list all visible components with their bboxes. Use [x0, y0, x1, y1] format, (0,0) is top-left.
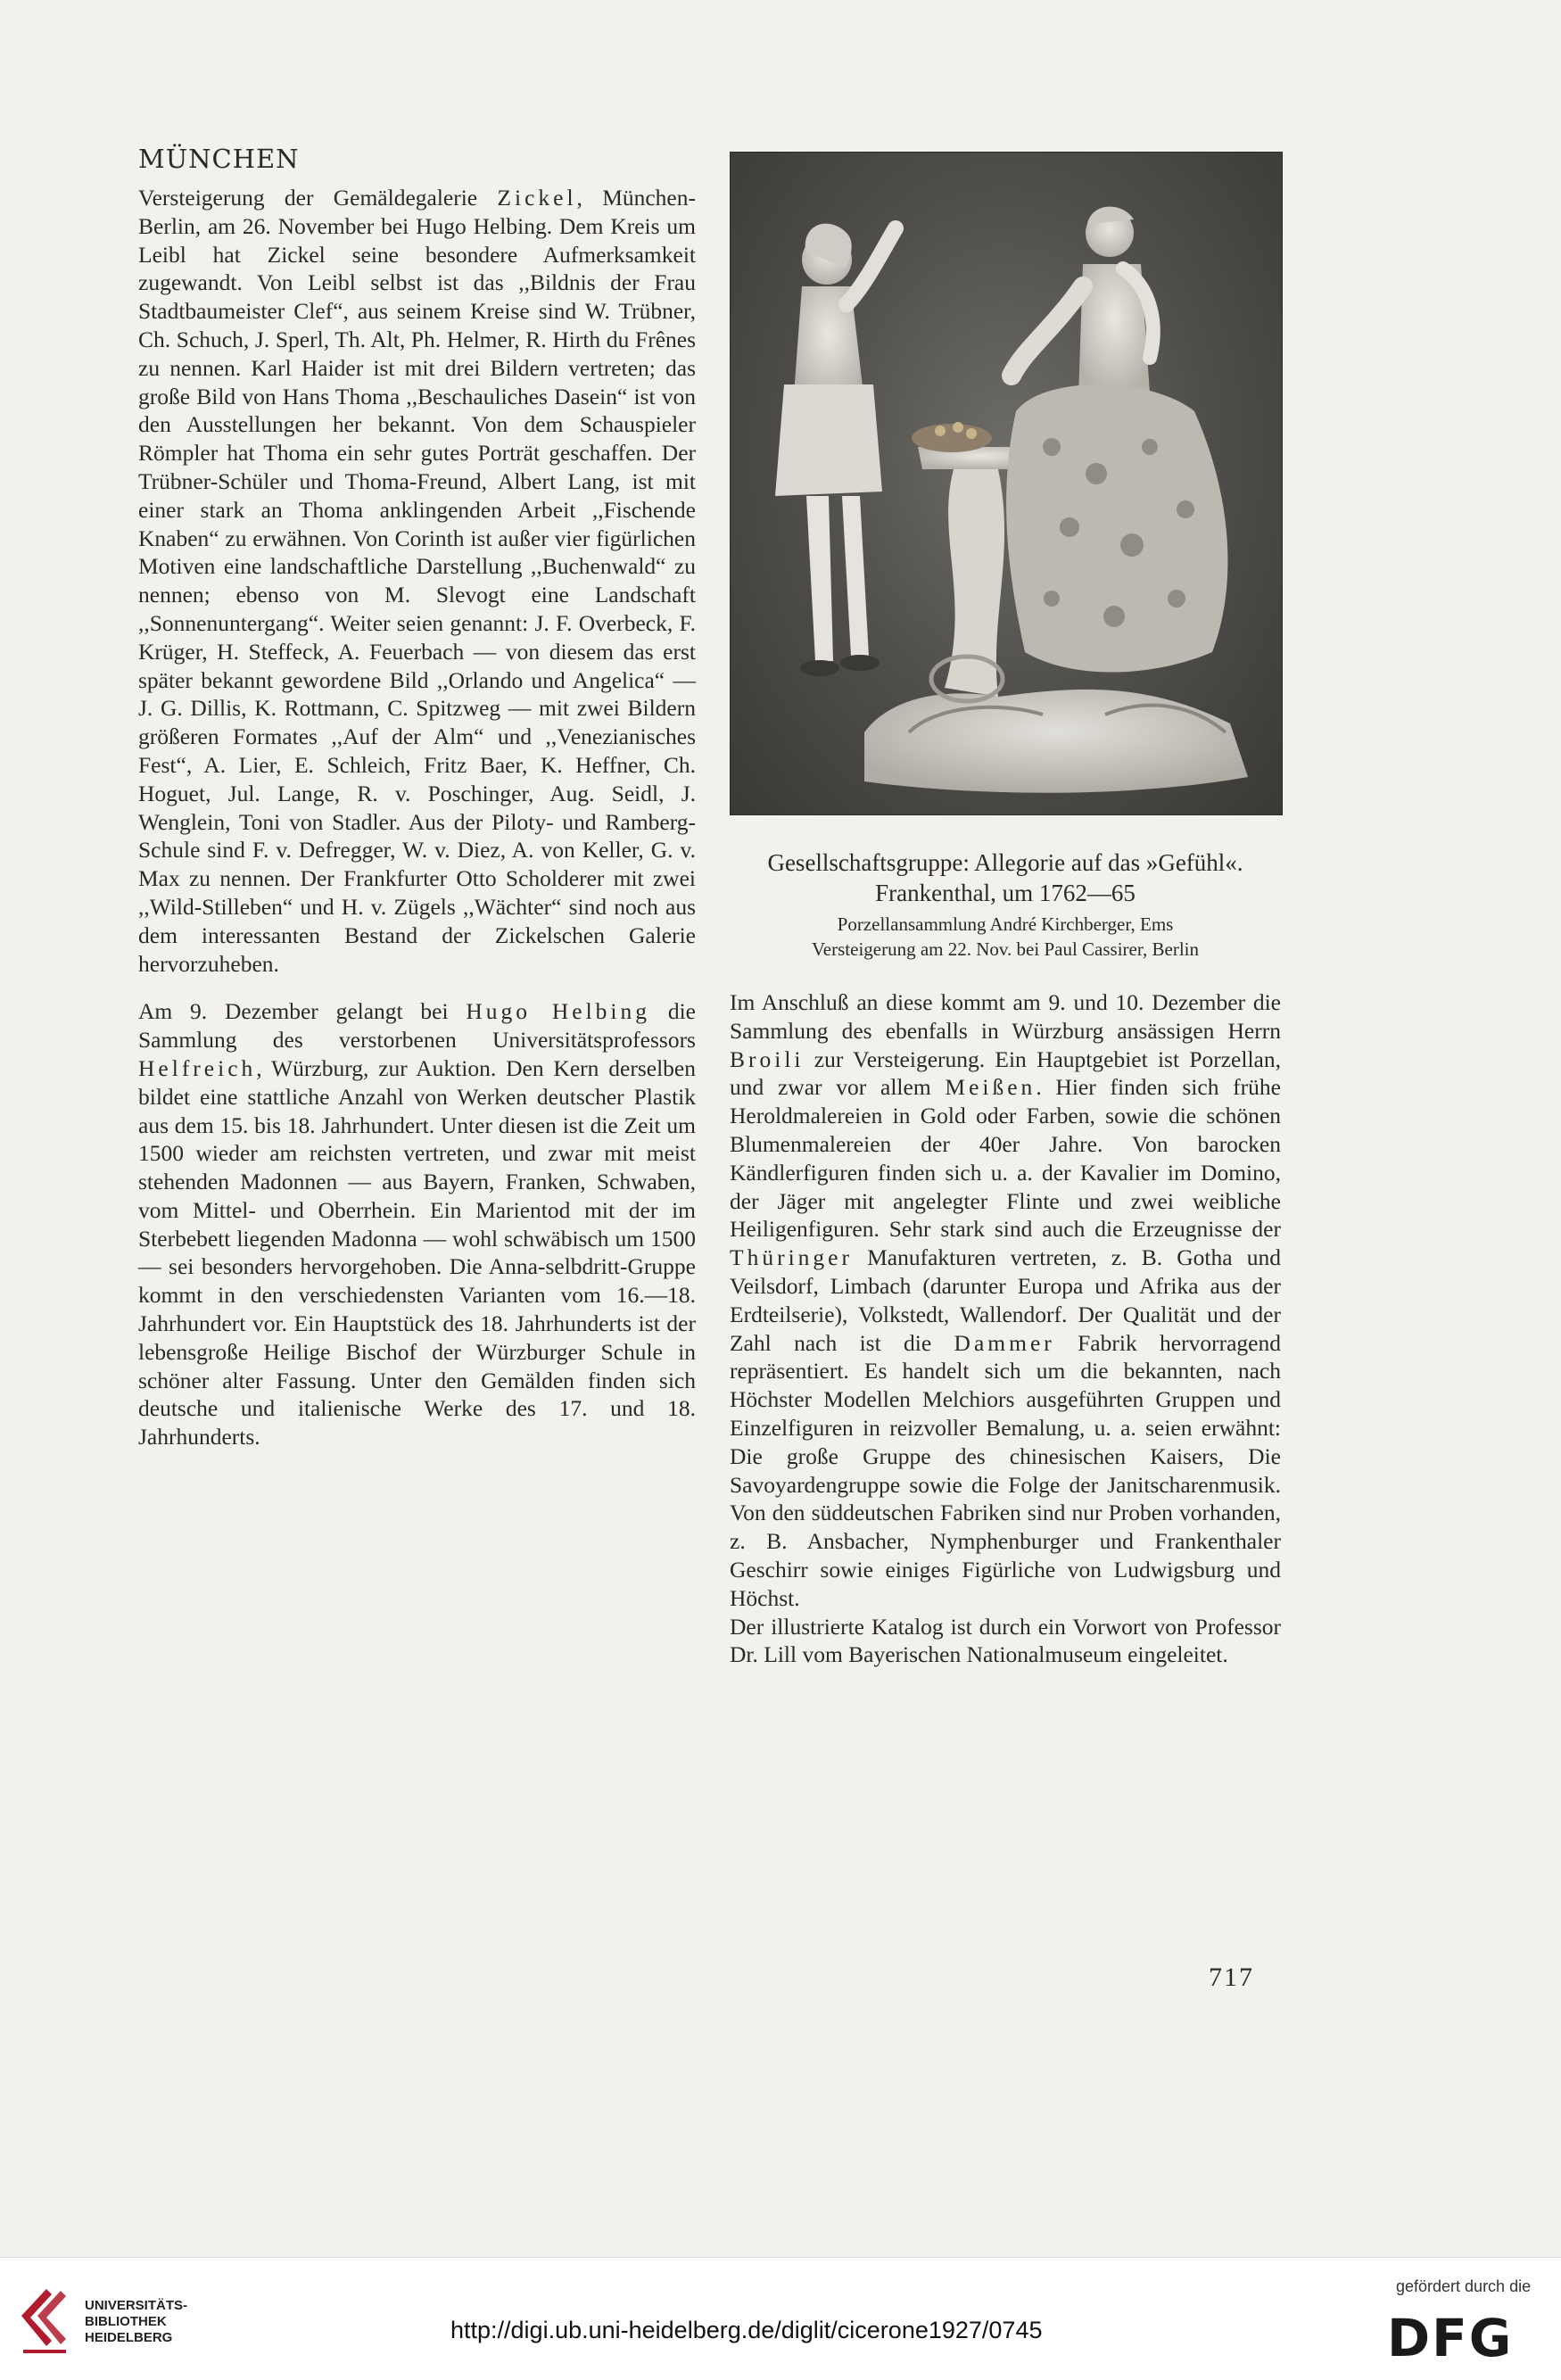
figure-caption-collection: Porzellansammlung André Kirchberger, Ems: [837, 913, 1174, 935]
left-column: [138, 143, 696, 1451]
emphasis-zickel: Zickel: [497, 185, 577, 211]
emphasis-helbing: Hugo Helbing: [466, 998, 651, 1025]
library-name: UNIVERSITÄTS- BIBLIOTHEK HEIDELBERG: [85, 2298, 188, 2345]
figure-caption-auction: Versteigerung am 22. Nov. bei Paul Cassirer, Berlin: [811, 938, 1200, 960]
digitization-footer: [0, 2257, 1561, 2380]
article-paragraph-helfreich: Am 9. Dezember gelangt bei Hugo Helbing die Sammlung des verstorbenen Universitätsprofessors Helfreich, Würzburg, zur Auktion. Den Kern derselben bildet eine stattliche Anzahl von Werken deutscher Plastik aus dem 15. bis 18. Jahrhundert. Unter diesen ist die Zeit um 1500 wieder am reichsten vertreten, und zwar mit meist stehenden Madonnen — aus Bayern, Franken, Schwaben, vom Mittel- und Oberrhein. Ein Marientod mit der im Sterbebett liegenden Madonna — wohl schwäbisch um 1500 — sei besonders hervorgehoben. Die Anna-selbdritt-Gruppe kommt in den verschiedensten Varianten vom 16.—18. Jahrhundert vor. Ein Hauptstück des 18. Jahrhunderts ist der lebensgroße Heilige Bischof der Würzburger Schule in schöner alter Fassung. Unter den Gemälden finden sich deutsche und italienische Werke des 17. und 18. Jahrhunderts.: [138, 998, 696, 1450]
funder-text: gefördert durch die: [1396, 2277, 1532, 2295]
article-paragraph-katalog: Der illustrierte Katalog ist durch ein Vorwort von Professor Dr. Lill vom Bayerischen Nationalmuseum eingeleitet.: [730, 1613, 1281, 1668]
university-library-logo-icon: [16, 2280, 73, 2357]
page-number: 717: [1209, 1963, 1254, 1992]
figure-caption-title: Gesellschaftsgruppe: Allegorie auf das »Gefühl«. Frankenthal, um 1762—65: [767, 849, 1243, 906]
emphasis-dammer: Dammer: [954, 1329, 1055, 1356]
emphasis-broili: Broili: [730, 1045, 805, 1072]
dfg-logo: DFG: [1387, 2308, 1514, 2368]
porcelain-figure-photo: [730, 152, 1283, 815]
porcelain-group-illustration: [731, 153, 1282, 814]
permalink-url[interactable]: http://digi.ub.uni-heidelberg.de/diglit/cicerone1927/0745: [450, 2317, 1043, 2343]
right-column: [730, 847, 1281, 1669]
emphasis-helfreich: Helfreich: [138, 1054, 257, 1081]
emphasis-thueringer: Thüringer: [730, 1244, 853, 1271]
article-paragraph-broili: Im Anschluß an diese kommt am 9. und 10. Dezember die Sammlung des ebenfalls in Würzburg ansässigen Herrn Broili zur Versteigerung. Ein Hauptgebiet ist Porzellan, und zwar vor allem Meißen. Hier finden sich frühe Heroldmalereien in Gold oder Farben, sowie die schönen Blumenmalereien der 40er Jahre. Von barocken Kändlerfiguren finden sich u. a. der Kavalier im Domino, der Jäger mit angelegter Flinte und zwei weibliche Heiligenfiguren. Sehr stark sind auch die Erzeugnisse der Thüringer Manufakturen vertreten, z. B. Gotha und Veilsdorf, Limbach (darunter Europa und Afrika aus der Erdteilserie), Volkstedt, Wallendorf. Der Qualität und der Zahl nach ist die Dammer Fabrik hervorragend repräsentiert. Es handelt sich um die bekannten, nach Höchster Modellen Melchiors ausgeführten Gruppen und Einzelfiguren in reizvoller Bemalung, u. a. seien erwähnt: Die große Gruppe des chinesischen Kaisers, Die Savoyardengruppe sowie die Folge der Janitscharenmusik. Von den süddeutschen Fabriken sind nur Proben vorhanden, z. B. Ansbacher, Nymphenburger und Frankenthaler Geschirr sowie einiges Figürliche von Ludwigsburg und Höchst.: [730, 989, 1281, 1611]
article-paragraph-zickel: Versteigerung der Gemäldegalerie Zickel, München-Berlin, am 26. November bei Hugo Helbing. Dem Kreis um Leibl hat Zickel seine besondere Aufmerksamkeit zugewandt. Von Leibl selbst ist das ,,Bildnis der Frau Stadtbaumeister Clef“, aus seinem Kreise sind W. Trübner, Ch. Schuch, J. Sperl, Th. Alt, Ph. Helmer, R. Hirth du Frênes zu nennen. Karl Haider ist mit drei Bildern vertreten; das große Bild von Hans Thoma ,,Beschauliches Dasein“ ist von den Ausstellungen her bekannt. Von dem Schauspieler Römpler hat Thoma ein sehr gutes Porträt geschaffen. Der Trübner-Schüler und Thoma-Freund, Albert Lang, ist mit einer stark an Thoma anklingenden Arbeit ,,Fischende Knaben“ zu erwähnen. Von Corinth ist außer vier figürlichen Motiven eine landschaftliche Darstellung ,,Buchenwald“ zu nennen; ebenso von M. Slevogt eine Landschaft ,,Sonnenuntergang“. Weiter seien genannt: J. F. Overbeck, F. Krüger, H. Steffeck, A. Feuerbach — von diesem das erst später bekannt gewordene Bild ,,Orlando und Angelica“ — J. G. Dillis, K. Rottmann, C. Spitzweg — mit zwei Bildern größeren Formates ,,Auf der Alm“ und ,,Venezianisches Fest“, A. Lier, E. Schleich, Fritz Baer, K. Heffner, Ch. Hoguet, Jul. Lange, R. v. Poschinger, Aug. Seidl, J. Wenglein, Toni von Stadler. Aus der Piloty- und Ramberg-Schule sind F. v. Defregger, W. v. Diez, A. von Keller, G. v. Max zu nennen. Der Frankfurter Otto Scholderer mit zwei ,,Wild-Stilleben“ und H. v. Zügels ,,Wächter“ sind noch aus dem interessanten Bestand der Zickelschen Galerie hervorzuheben.: [138, 185, 696, 977]
emphasis-meissen: Meißen: [945, 1074, 1037, 1101]
section-heading: MÜNCHEN: [138, 144, 300, 174]
